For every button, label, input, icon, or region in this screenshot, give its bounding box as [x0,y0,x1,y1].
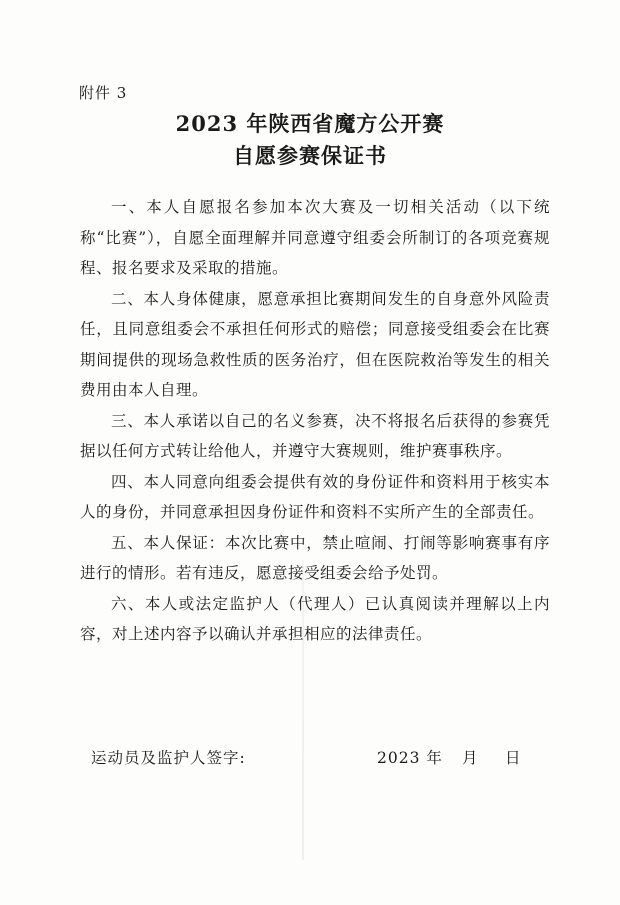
attachment-label: 附件 3 [79,84,128,102]
paragraph-4: 四、本人同意向组委会提供有效的身份证件和资料用于核实本人的身份，并同意承担因身份证件和资料不实所产生的全部责任。 [80,472,550,521]
signature-day: 日 [505,749,522,767]
signature-year: 2023 年 [377,749,443,767]
document-subtitle: 自愿参赛保证书 [233,143,387,168]
paragraph-6: 六、本人或法定监护人（代理人）已认真阅读并理解以上内容，对上述内容予以确认并承担相应的法律责任。 [80,594,550,643]
document-body [80,192,550,650]
paragraph-2: 二、本人身体健康，愿意承担比赛期间发生的自身意外风险责任，且同意组委会不承担任何形式的赔偿；同意接受组委会在比赛期间提供的现场急救性质的医务治疗，但在医院救治等发生的相关费用由本人自理。 [80,289,550,399]
paragraph-3: 三、本人承诺以自己的名义参赛，决不将报名后获得的参赛凭据以任何方式转让给他人，并遵守大赛规则，维护赛事秩序。 [80,411,550,460]
signature-label: 运动员及监护人签字: [91,749,246,767]
document-title: 2023 年陕西省魔方公开赛 [175,111,445,136]
paragraph-5: 五、本人保证：本次比赛中，禁止喧闹、打闹等影响赛事有序进行的情形。若有违反，愿意接受组委会给予处罚。 [80,533,550,582]
paragraph-1: 一、本人自愿报名参加本次大赛及一切相关活动（以下统称“比赛”），自愿全面理解并同意遵守组委会所制订的各项竞赛规程、报名要求及采取的措施。 [80,198,550,277]
signature-month: 月 [462,749,479,767]
